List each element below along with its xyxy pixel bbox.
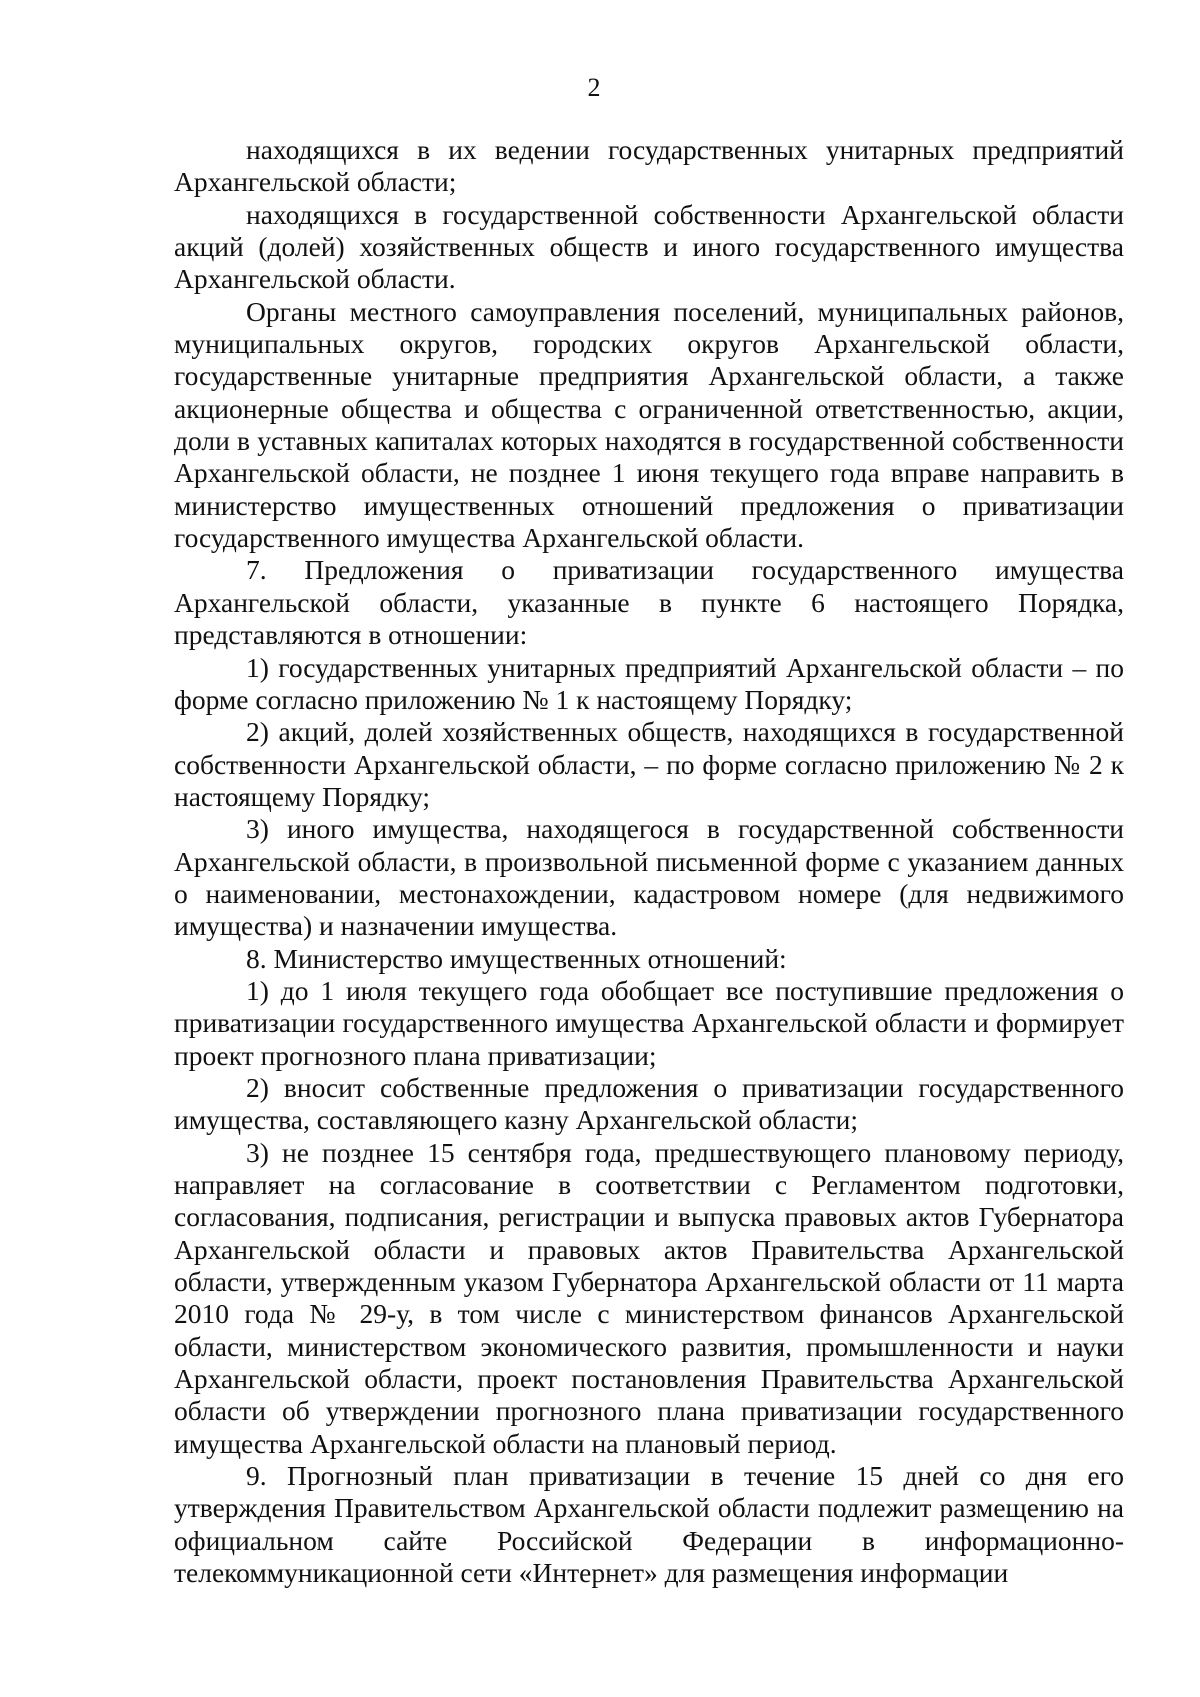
paragraph-local-authorities: Органы местного самоуправления поселений, муниципальных районов, муниципальных округов, городских округов Архангельской области, государственные унитарные предприятия Архангельской области, а также акционерные общества и общества с ограниченной ответственностью, акции, доли в уставных капиталах которых находятся в государственной собственности Архангельской области, не позднее 1 июня текущего года вправе направить в министерство имущественных отношений предложения о приватизации государственного имущества Архангельской области. [174,295,1124,554]
paragraph-item-8-3: 3) не позднее 15 сентября года, предшествующего плановому периоду, направляет на согласование в соответствии с Регламентом подготовки, согласования, подписания, регистрации и выпуска правовых актов Губернатора Архангельской области и правовых актов Правительства Архангельской области, утвержденным указом Губернатора Архангельской области от 11 марта 2010 года № 29-у, в том числе с министерством финансов Архангельской области, министерством экономического развития, промышленности и науки Архангельской области, проект постановления Правительства Архангельской области об утверждении прогнозного плана приватизации государственного имущества Архангельской области на плановый период. [174,1136,1124,1459]
paragraph-item-7-1: 1) государственных унитарных предприятий Архангельской области – по форме согласно приложению № 1 к настоящему Порядку; [174,651,1124,715]
paragraph-item-7-3: 3) иного имущества, находящегося в государственной собственности Архангельской области, в произвольной письменной форме с указанием данных о наименовании, местонахождении, кадастровом номере (для недвижимого имущества) и назначении имущества. [174,813,1124,942]
paragraph-item-8: 8. Министерство имущественных отношений: [246,942,787,974]
paragraph-item-7-2: 2) акций, долей хозяйственных обществ, находящихся в государственной собственности Архангельской области, – по форме согласно приложению № 2 к настоящему Порядку; [174,716,1124,812]
paragraph-item-9: 9. Прогнозный план приватизации в течение 15 дней со дня его утверждения Правительством Архангельской области подлежит размещению на официальном сайте Российской Федерации в информационно-телекоммуникационной сети «Интернет» для размещения информации [174,1460,1124,1589]
document-body [174,134,1124,1589]
paragraph-item-8-1: 1) до 1 июля текущего года обобщает все поступившие предложения о приватизации государственного имущества Архангельской области и формирует проект прогнозного плана приватизации; [174,974,1124,1071]
paragraph-unitary-enterprises: находящихся в их ведении государственных унитарных предприятий Архангельской области; [174,134,1124,198]
paragraph-item-8-2: 2) вносит собственные предложения о приватизации государственного имущества, составляющего казну Архангельской области; [174,1071,1124,1136]
page-number: 2 [587,73,601,102]
paragraph-shares-and-property: находящихся в государственной собственности Архангельской области акций (долей) хозяйственных обществ и иного государственного имущества Архангельской области. [174,198,1124,295]
paragraph-item-7: 7. Предложения о приватизации государственного имущества Архангельской области, указанные в пункте 6 настоящего Порядка, представляются в отношении: [174,554,1124,651]
